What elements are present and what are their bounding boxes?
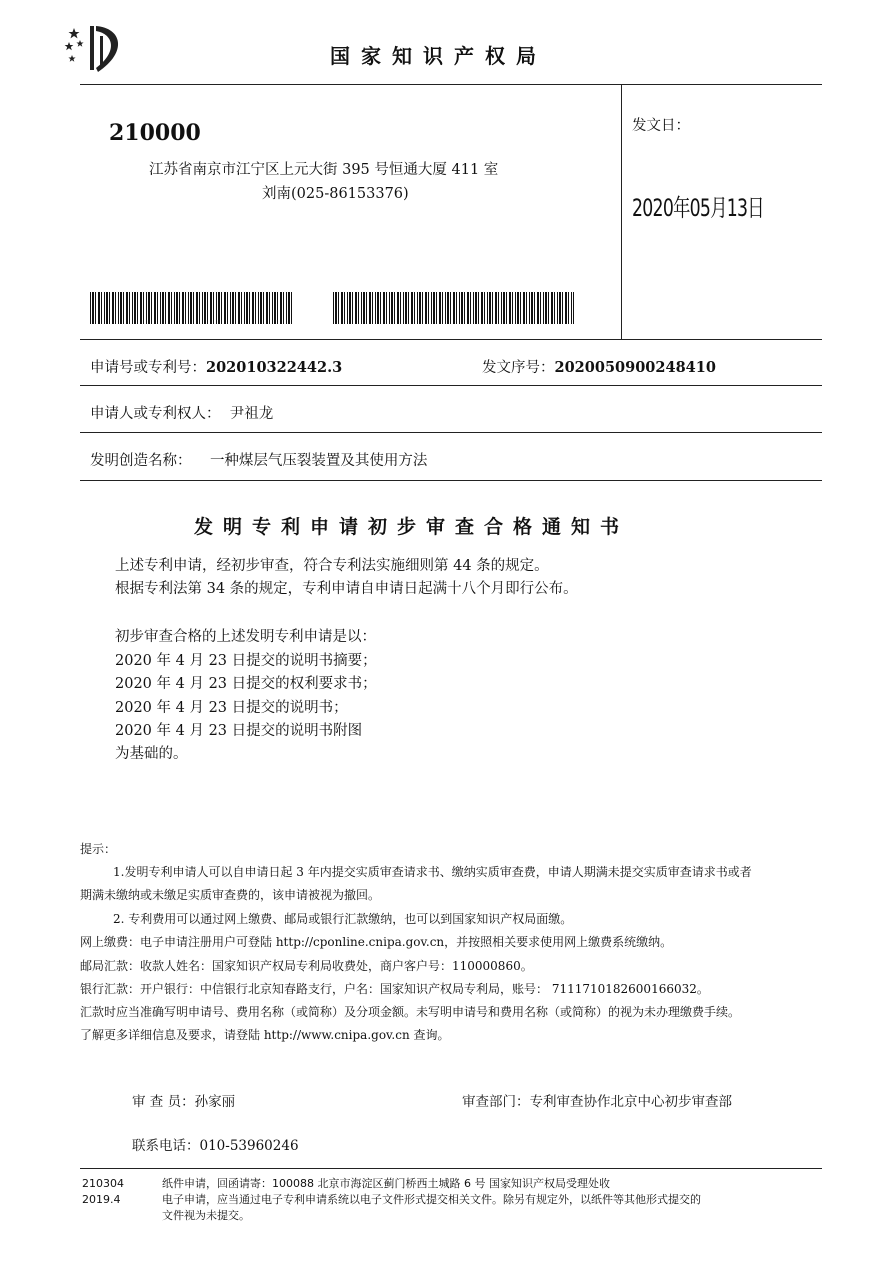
tip-line: 期满未缴纳或未缴足实质审查费的，该申请被视为撤回。 <box>80 888 381 902</box>
row-divider <box>80 385 822 386</box>
recipient-line: 刘南(025-86153376) <box>262 186 409 202</box>
application-number-label: 申请号或专利号： <box>90 360 206 376</box>
application-number-row <box>90 356 342 377</box>
notice-line: 2020 年 4 月 23 日提交的说明书； <box>115 700 348 716</box>
tip-line: 2. 专利费用可以通过网上缴费、邮局或银行汇款缴纳，也可以到国家知识产权局面缴。 <box>113 912 573 926</box>
barcode-icon <box>90 292 292 324</box>
applicant-row <box>90 402 273 423</box>
tip-line: 1.发明专利申请人可以自申请日起 3 年内提交实质审查请求书、缴纳实质审查费，申请人期满未提交实质审查请求书或者 <box>113 865 752 879</box>
examiner-label: 审 查 员： <box>132 1094 195 1110</box>
tip-line: 银行汇款：开户银行：中信银行北京知春路支行，户名：国家知识产权局专利局，账号： 7111710182600166032。 <box>80 982 709 996</box>
notice-line: 根据专利法第 34 条的规定，专利申请自申请日起满十八个月即行公布。 <box>115 581 578 597</box>
footer-line: 纸件申请，回函请寄：100088 北京市海淀区蓟门桥西土城路 6 号 国家知识产权局受理处收 <box>162 1177 610 1190</box>
phone-number: 010-53960246 <box>199 1138 299 1154</box>
header-divider <box>80 84 822 85</box>
barcode-icon <box>333 292 574 324</box>
examiner-row <box>132 1090 235 1110</box>
notice-line: 为基础的。 <box>115 746 188 762</box>
notice-title: 发明专利申请初步审查合格通知书 <box>194 516 630 538</box>
serial-number-label: 发文序号： <box>482 360 555 376</box>
department-name: 专利审查协作北京中心初步审查部 <box>529 1094 732 1110</box>
row-divider <box>80 480 822 481</box>
applicant-label: 申请人或专利权人： <box>90 406 221 422</box>
date-box-divider <box>621 84 622 339</box>
tip-line: 了解更多详细信息及要求，请登陆 http://www.cnipa.gov.cn 查询。 <box>80 1028 450 1042</box>
address-divider <box>80 339 822 340</box>
notice-line: 2020 年 4 月 23 日提交的说明书附图 <box>115 723 363 739</box>
notice-line: 上述专利申请，经初步审查，符合专利法实施细则第 44 条的规定。 <box>115 558 549 574</box>
examiner-name: 孙家丽 <box>194 1094 236 1110</box>
phone-row <box>132 1134 299 1154</box>
footer-line: 电子申请，应当通过电子专利申请系统以电子文件形式提交相关文件。除另有规定外，以纸件等其他形式提交的 <box>162 1193 701 1206</box>
footer-line: 文件视为未提交。 <box>162 1209 250 1222</box>
application-number: 202010322442.3 <box>206 359 343 376</box>
row-divider <box>80 432 822 433</box>
applicant-name: 尹祖龙 <box>229 406 274 422</box>
tip-line: 网上缴费：电子申请注册用户可登陆 http://cponline.cnipa.gov.cn，并按照相关要求使用网上缴费系统缴纳。 <box>80 935 673 949</box>
serial-number: 2020050900248410 <box>554 359 716 376</box>
notice-line: 初步审查合格的上述发明专利申请是以： <box>115 629 376 645</box>
issue-date: 2020年05月13日 <box>632 194 764 222</box>
cnipa-logo-icon <box>62 22 132 74</box>
phone-label: 联系电话： <box>132 1138 200 1154</box>
address-line: 江苏省南京市江宁区上元大街 395 号恒通大厦 411 室 <box>149 162 499 178</box>
serial-number-row <box>482 356 716 377</box>
department-row <box>462 1090 732 1110</box>
notice-line: 2020 年 4 月 23 日提交的说明书摘要； <box>115 653 377 669</box>
tip-line: 邮局汇款：收款人姓名：国家知识产权局专利局收费处，商户客户号：110000860。 <box>80 959 533 973</box>
invention-label: 发明创造名称： <box>90 453 192 469</box>
footer-divider <box>80 1168 822 1169</box>
date-label: 发文日： <box>632 118 690 134</box>
form-version: 2019.4 <box>82 1193 121 1206</box>
notice-line: 2020 年 4 月 23 日提交的权利要求书； <box>115 676 377 692</box>
office-name: 国家知识产权局 <box>330 44 547 68</box>
invention-title: 一种煤层气压裂装置及其使用方法 <box>209 453 428 469</box>
department-label: 审查部门： <box>462 1094 530 1110</box>
invention-row <box>90 449 427 470</box>
tips-heading: 提示： <box>80 842 117 856</box>
postcode: 210000 <box>109 120 201 146</box>
form-code: 210304 <box>82 1177 124 1190</box>
tip-line: 汇款时应当准确写明申请号、费用名称（或简称）及分项金额。未写明申请号和费用名称（或简称）的视为未办理缴费手续。 <box>80 1005 741 1019</box>
